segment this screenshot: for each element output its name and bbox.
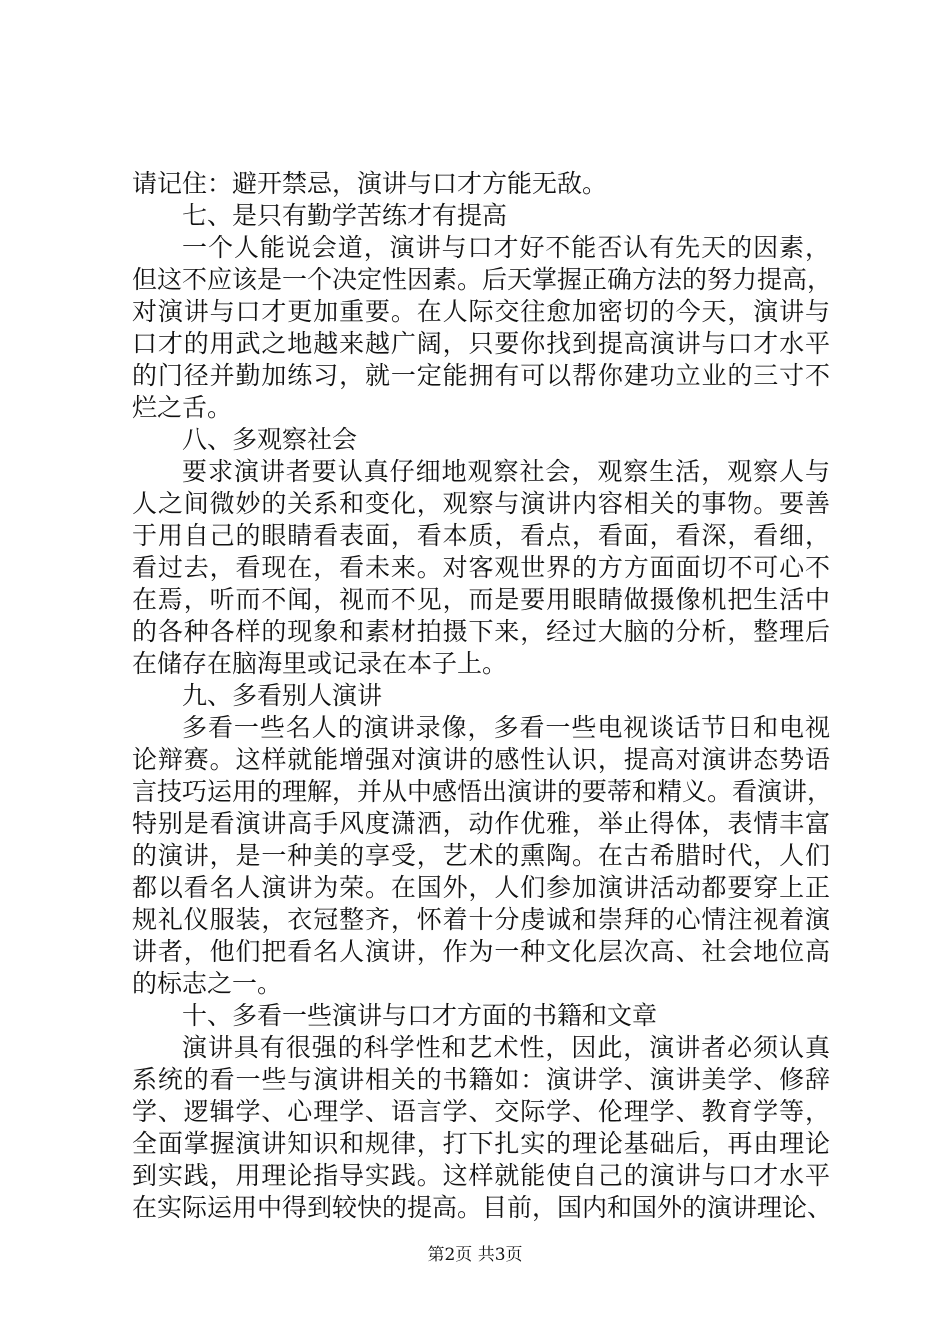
text-line: 烂之舌。 xyxy=(132,393,233,422)
text-line: 规礼仪服装，衣冠整齐，怀着十分虔诚和崇拜的心情注视着演 xyxy=(132,905,830,934)
text-line: 学、逻辑学、心理学、语言学、交际学、伦理学、教育学等， xyxy=(132,1097,830,1126)
text-line: 多看一些名人的演讲录像，多看一些电视谈话节日和电视 xyxy=(182,713,830,742)
text-line: 系统的看一些与演讲相关的书籍如：演讲学、演讲美学、修辞 xyxy=(132,1065,830,1094)
text-line: 都以看名人演讲为荣。在国外，人们参加演讲活动都要穿上正 xyxy=(132,873,830,902)
text-line: 于用自己的眼睛看表面，看本质，看点，看面，看深，看细， xyxy=(132,521,830,550)
text-line: 在储存在脑海里或记录在本子上。 xyxy=(132,649,508,678)
page-footer: 第2页 共3页 xyxy=(427,1245,523,1265)
text-line: 的标志之一。 xyxy=(132,969,283,998)
text-line: 论辩赛。这样就能增强对演讲的感性认识，提高对演讲态势语 xyxy=(132,745,830,774)
text-line: 对演讲与口才更加重要。在人际交往愈加密切的今天，演讲与 xyxy=(132,297,830,326)
text-line: 全面掌握演讲知识和规律，打下扎实的理论基础后，再由理论 xyxy=(132,1129,830,1158)
text-line: 的演讲，是一种美的享受，艺术的熏陶。在古希腊时代，人们 xyxy=(132,841,830,870)
text-line: 要求演讲者要认真仔细地观察社会，观察生活，观察人与 xyxy=(182,457,830,486)
text-line: 八、多观察社会 xyxy=(182,425,358,454)
text-line: 在实际运用中得到较快的提高。目前，国内和国外的演讲理论、 xyxy=(132,1193,833,1222)
text-line: 请记住：避开禁忌，演讲与口才方能无敌。 xyxy=(132,169,608,198)
text-line: 一个人能说会道，演讲与口才好不能否认有先天的因素， xyxy=(182,233,830,262)
text-line: 十、多看一些演讲与口才方面的书籍和文章 xyxy=(182,1001,658,1030)
text-line: 讲者，他们把看名人演讲，作为一种文化层次高、社会地位高 xyxy=(132,937,830,966)
text-line: 到实践，用理论指导实践。这样就能使自己的演讲与口才水平 xyxy=(132,1161,830,1190)
text-line: 言技巧运用的理解，并从中感悟出演讲的要蒂和精义。看演讲， xyxy=(132,777,833,806)
text-line: 在焉，听而不闻，视而不见，而是要用眼睛做摄像机把生活中 xyxy=(132,585,830,614)
text-line: 九、多看别人演讲 xyxy=(182,681,383,710)
text-line: 特别是看演讲高手风度潇洒，动作优雅，举止得体，表情丰富 xyxy=(132,809,830,838)
text-line: 演讲具有很强的科学性和艺术性，因此，演讲者必须认真 xyxy=(182,1033,830,1062)
text-line: 七、是只有勤学苦练才有提高 xyxy=(182,201,508,230)
text-line: 的各种各样的现象和素材拍摄下来，经过大脑的分析，整理后 xyxy=(132,617,830,646)
text-line: 人之间微妙的关系和变化，观察与演讲内容相关的事物。要善 xyxy=(132,489,830,518)
document-body xyxy=(132,168,833,1224)
text-line: 的门径并勤加练习，就一定能拥有可以帮你建功立业的三寸不 xyxy=(132,361,830,390)
text-line: 但这不应该是一个决定性因素。后天掌握正确方法的努力提高， xyxy=(132,265,833,294)
text-line: 口才的用武之地越来越广阔，只要你找到提高演讲与口才水平 xyxy=(132,329,830,358)
text-line: 看过去，看现在，看未来。对客观世界的方方面面切不可心不 xyxy=(132,553,830,582)
